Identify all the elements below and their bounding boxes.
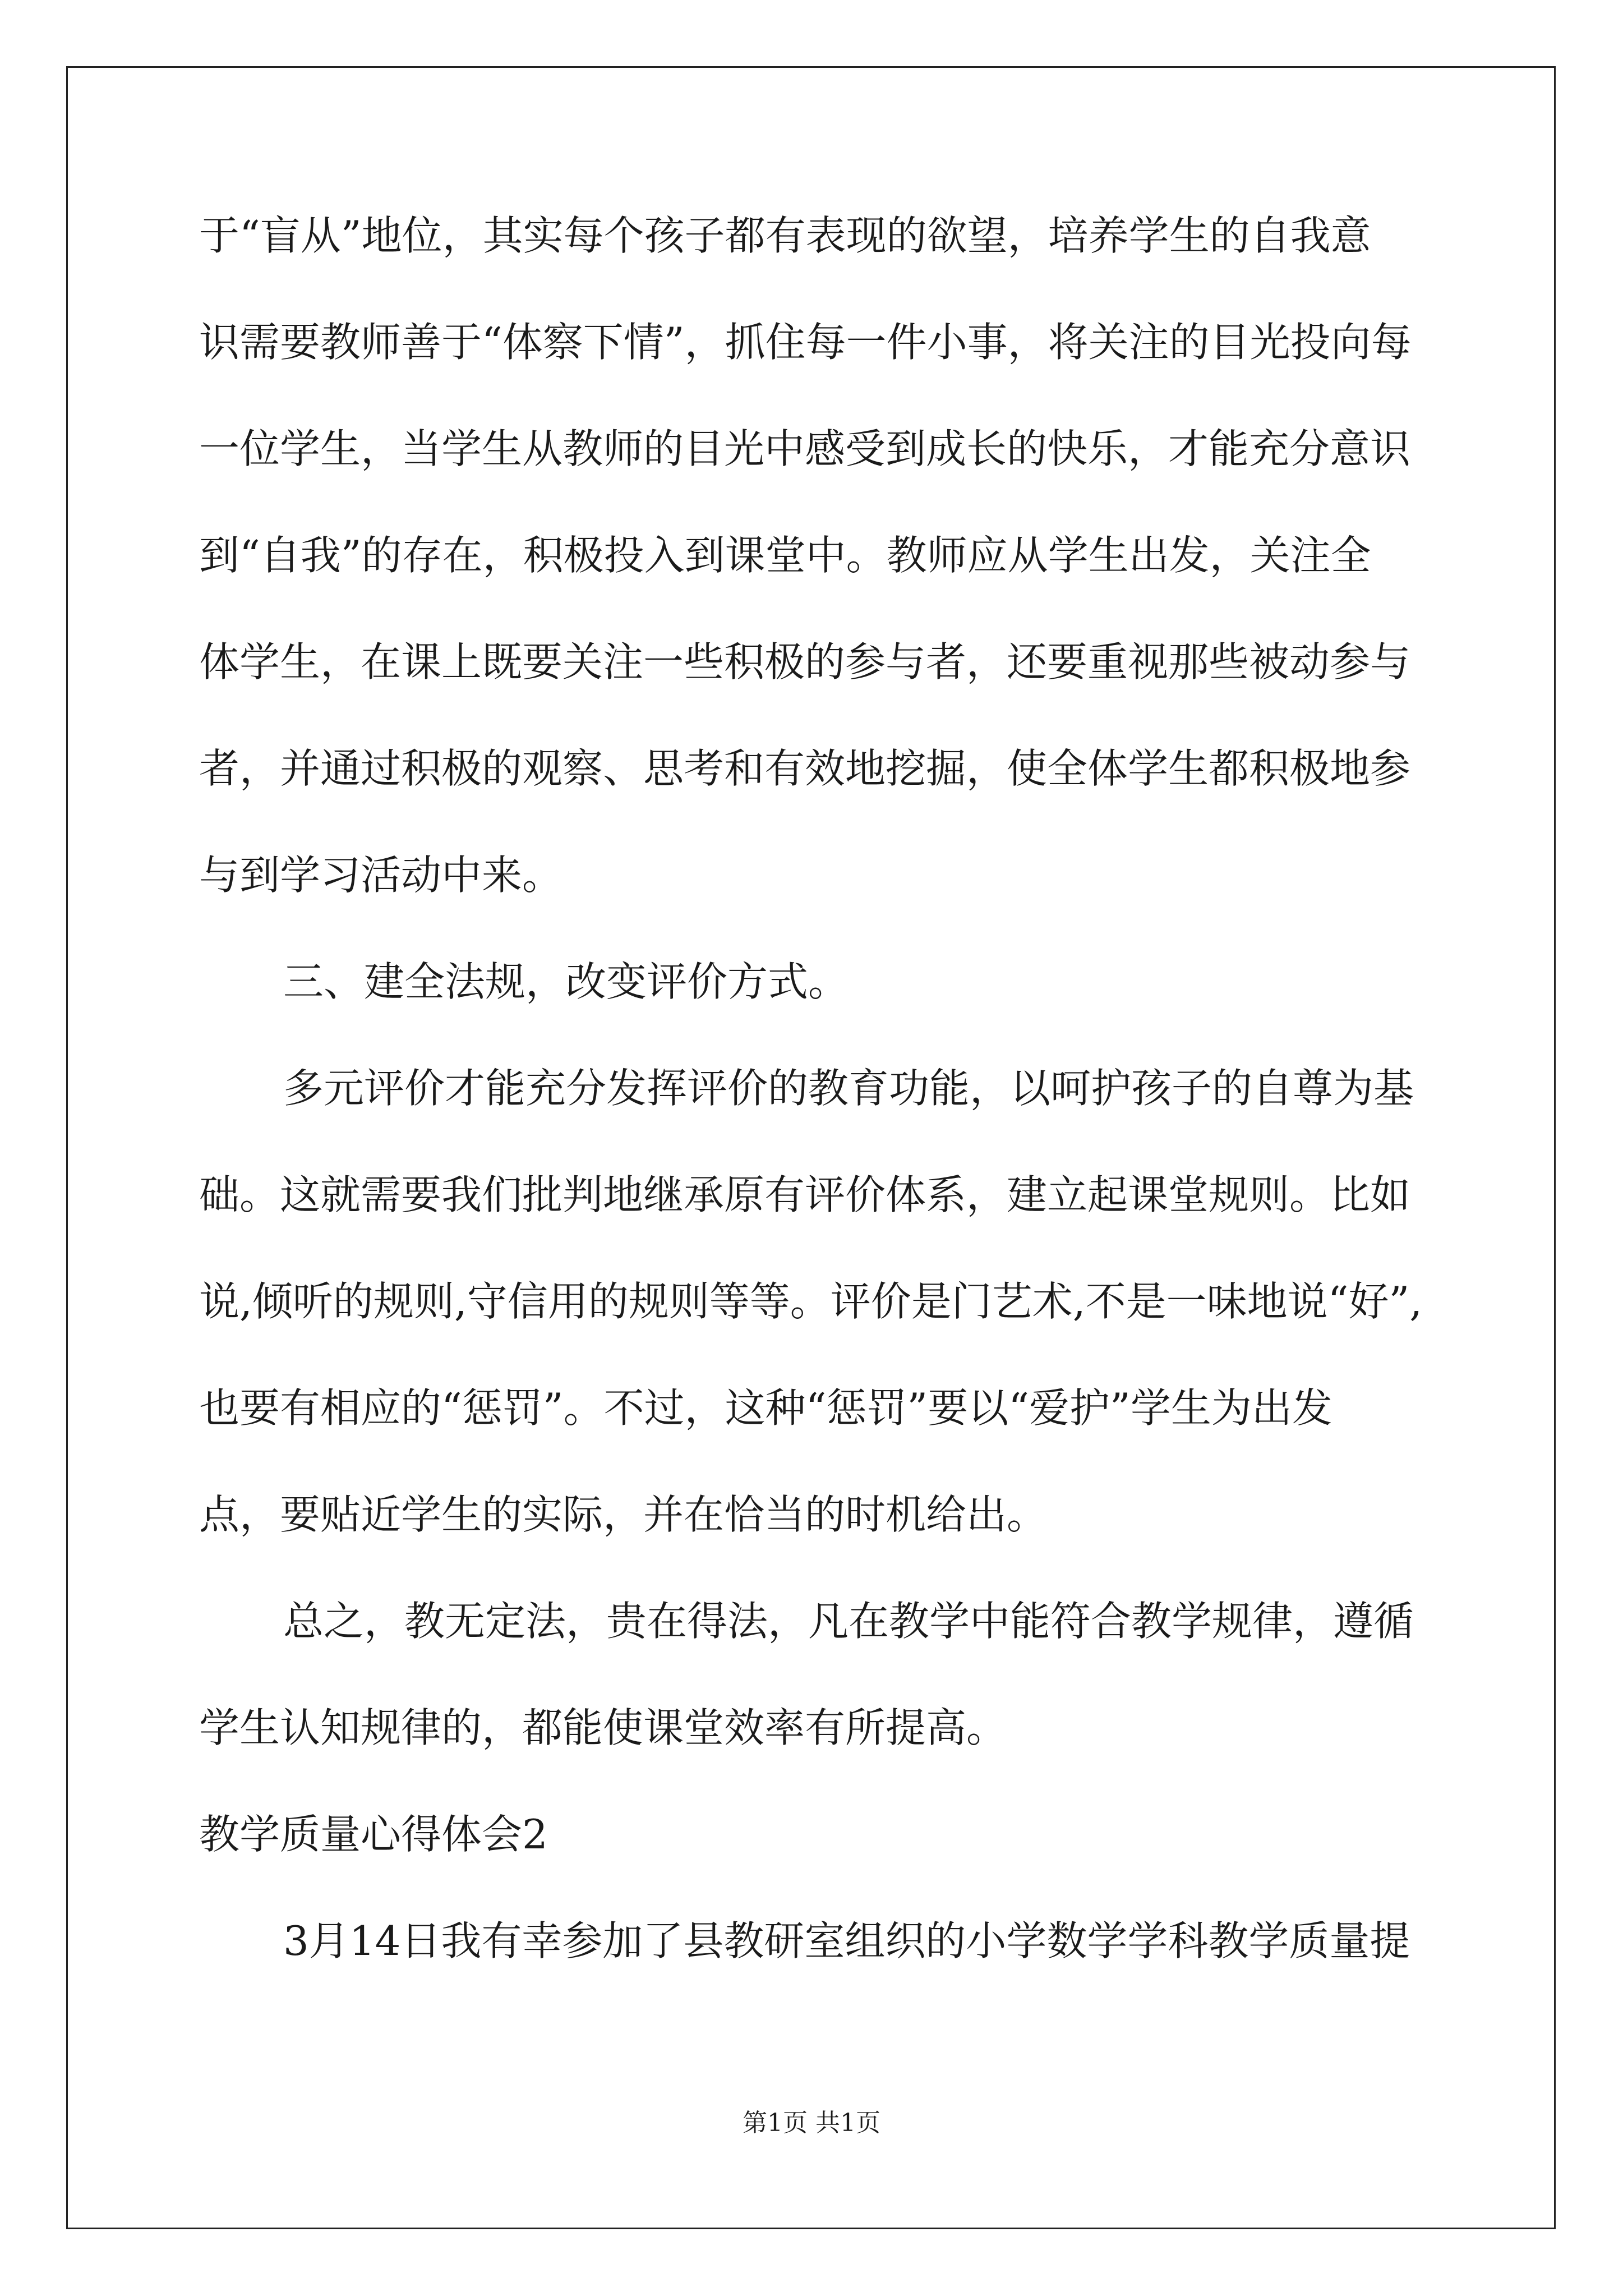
text-line: 学生认知规律的，都能使课堂效率有所提高。 bbox=[199, 1704, 1007, 1751]
text-line: 到“自我”的存在，积极投入到课堂中。教师应从学生出发，关注全 bbox=[199, 532, 1371, 579]
section-heading: 三、建全法规，改变评价方式。 bbox=[283, 958, 849, 1005]
text-line: 总之，教无定法，贵在得法，凡在教学中能符合教学规律，遵循 bbox=[283, 1598, 1414, 1645]
text-line: 识需要教师善于“体察下情”，抓住每一件小事，将关注的目光投向每 bbox=[199, 319, 1412, 366]
text-line: 础。这就需要我们批判地继承原有评价体系，建立起课堂规则。比如 bbox=[199, 1171, 1411, 1218]
text-line: 3月14日我有幸参加了县教研室组织的小学数学学科教学质量提 bbox=[283, 1917, 1410, 1964]
page-number: 第1页 共1页 bbox=[743, 2109, 880, 2137]
text-line: 点，要贴近学生的实际，并在恰当的时机给出。 bbox=[199, 1491, 1048, 1538]
text-line: 多元评价才能充分发挥评价的教育功能，以呵护孩子的自尊为基 bbox=[283, 1065, 1414, 1112]
text-line: 体学生，在课上既要关注一些积极的参与者，还要重视那些被动参与 bbox=[199, 638, 1411, 685]
text-line: 者，并通过积极的观察、思考和有效地挖掘，使全体学生都积极地参 bbox=[199, 745, 1411, 792]
text-line: 一位学生，当学生从教师的目光中感受到成长的快乐，才能充分意识 bbox=[199, 425, 1411, 472]
text-line: 与到学习活动中来。 bbox=[199, 852, 563, 899]
text-line: 也要有相应的“惩罚”。不过，这种“惩罚”要以“爱护”学生为出发 bbox=[199, 1384, 1332, 1432]
document-title: 教学质量心得体会2 bbox=[199, 1811, 548, 1858]
text-line: 于“盲从”地位，其实每个孩子都有表现的欲望，培养学生的自我意 bbox=[199, 212, 1371, 259]
text-line: 说,倾听的规则,守信用的规则等等。评价是门艺术,不是一味地说“好”, bbox=[199, 1278, 1423, 1325]
document-body bbox=[199, 208, 1433, 2019]
